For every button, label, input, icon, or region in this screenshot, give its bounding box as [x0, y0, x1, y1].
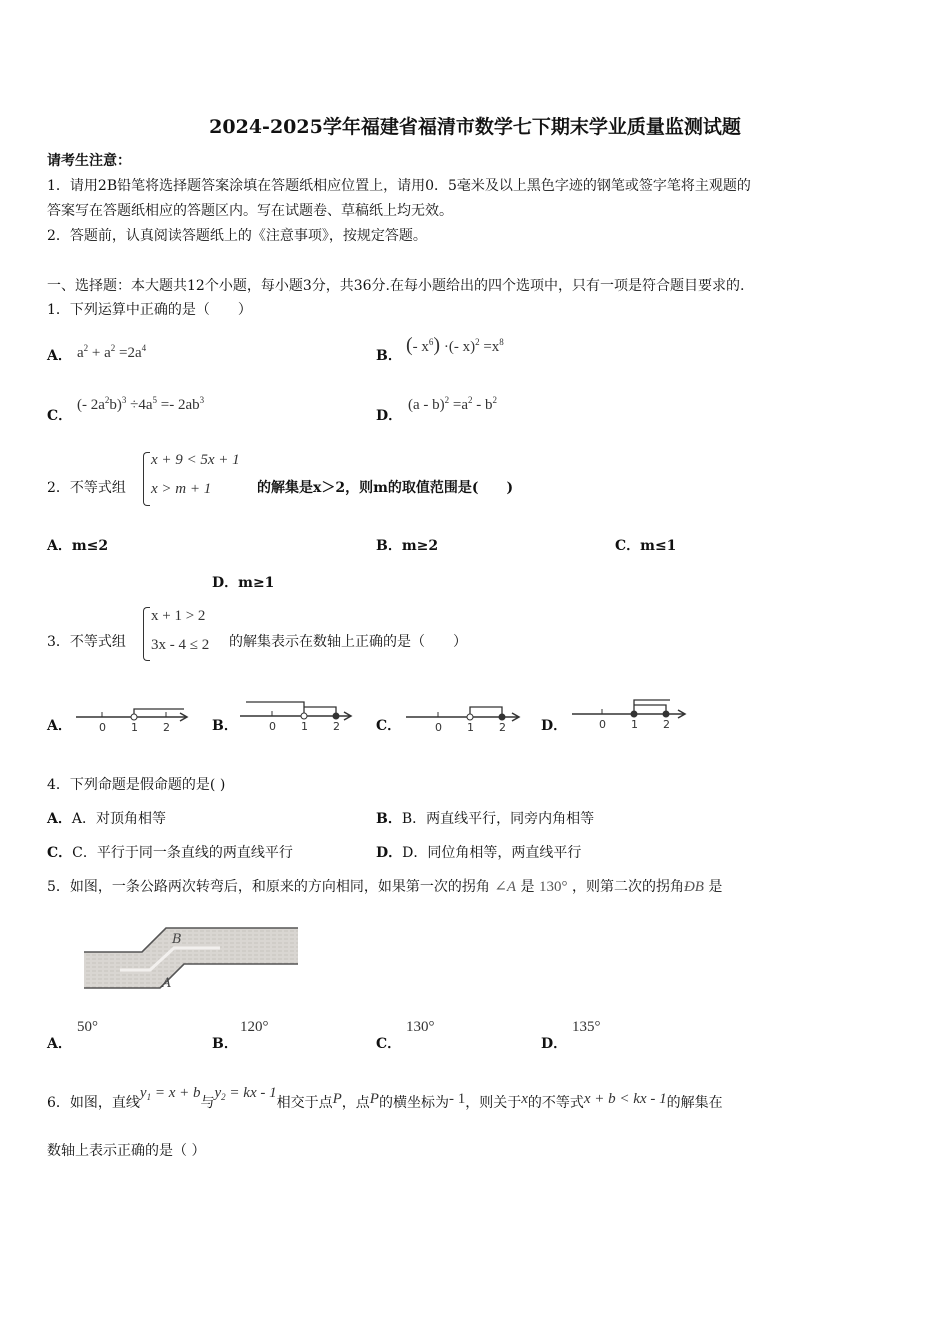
page-title: 2024-2025学年福建省福清市数学七下期末学业质量监测试题	[209, 116, 741, 138]
q3-option-a-numberline	[74, 700, 194, 736]
q6-text-8: 的解集在	[666, 1095, 723, 1111]
q4-option-d: D．D．同位角相等，两直线平行	[376, 845, 582, 861]
q1-option-d-math: $(a - b)^2 =a^2 - b^2$	[408, 395, 498, 413]
tick-1: 1	[131, 721, 138, 734]
question-3-number: 3．不等式组	[47, 634, 126, 650]
q5-option-d-value: 135°	[572, 1019, 601, 1035]
q5-option-d-label: D．	[541, 1036, 568, 1052]
tick-0: 0	[99, 721, 106, 734]
road-label-a: A	[162, 976, 172, 991]
question-2-number: 2．不等式组	[47, 480, 126, 496]
q5-option-a-value: 50°	[77, 1019, 98, 1035]
q1-option-a-math: $a^2 + a^2 =2a^4$	[77, 343, 147, 361]
q3-option-c-label: C．	[376, 718, 402, 734]
question-1-stem: 1．下列运算中正确的是（ ）	[47, 302, 252, 318]
question-6-line-2: 数轴上表示正确的是（ ）	[47, 1143, 206, 1159]
q1-option-b-label: B．	[376, 348, 402, 364]
q2-option-d: D．m≥1	[212, 575, 275, 591]
q5-option-c-value: 130°	[406, 1019, 435, 1035]
q5-option-c-label: C．	[376, 1036, 402, 1052]
q1-option-c-math: (- $2a^2b)^3 \div 4a^5 =- 2ab^3$	[77, 395, 205, 413]
notice-line-2: 答案写在答题纸相应的答题区内。写在试题卷、草稿纸上均无效。	[47, 203, 453, 219]
q4-option-c: C．C．平行于同一条直线的两直线平行	[47, 845, 293, 861]
q6-point-p: P	[332, 1091, 342, 1107]
tick-1: 1	[631, 718, 638, 731]
q2-system-row-2: x > m + 1	[151, 481, 212, 497]
tick-2: 2	[499, 721, 506, 734]
tick-2: 2	[163, 721, 170, 734]
question-2-tail: 的解集是x＞2，则m的取值范围是( )	[257, 480, 514, 496]
tick-1: 1	[467, 721, 474, 734]
q3-option-b-numberline	[238, 696, 358, 736]
q5-angle-a: ∠A	[494, 879, 517, 895]
q4-option-b: B．B．两直线平行，同旁内角相等	[376, 811, 595, 827]
tick-0: 0	[599, 718, 606, 731]
q5-stem-part-a: 5．如图，一条公路两次转弯后，和原来的方向相同，如果第一次的拐角	[47, 879, 490, 895]
q6-text-1: 6．如图，直线	[47, 1095, 140, 1111]
q3-option-b-label: B．	[212, 718, 238, 734]
notice-heading: 请考生注意：	[47, 153, 131, 169]
q2-option-b: B．m≥2	[376, 538, 439, 554]
tick-0: 0	[435, 721, 442, 734]
q4-option-b-text: B．两直线平行，同旁内角相等	[401, 811, 595, 827]
q6-text-3: 相交于点	[276, 1095, 333, 1111]
q5-option-a-label: A．	[47, 1036, 72, 1052]
q6-inequality: x + b < kx - 1	[583, 1091, 667, 1107]
question-4-stem: 4．下列命题是假命题的是( )	[47, 777, 226, 793]
question-5-stem	[47, 877, 722, 897]
q2-option-a: A．m≤2	[47, 538, 109, 554]
notice-line-3: 2．答题前，认真阅读答题纸上的《注意事项》，按规定答题。	[47, 228, 427, 244]
q1-option-b-math: (- $x^6$) ·(- $x)^2 =x^8$	[406, 334, 504, 356]
q4-option-a: A．A．对顶角相等	[47, 811, 166, 827]
section-heading: 一、选择题：本大题共12个小题，每小题3分，共36分.在每小题给出的四个选项中，只有一项是符合题目要求的.	[47, 278, 745, 294]
q3-option-d-numberline	[570, 694, 692, 734]
road-label-b: B	[172, 932, 182, 947]
notice-line-1: 1．请用2B铅笔将选择题答案涂填在答题纸相应位置上，请用0．5毫米及以上黑色字迹的钢笔或签字笔将主观题的	[47, 178, 751, 194]
q6-x-coordinate: - 1	[448, 1091, 466, 1107]
tick-0: 0	[269, 720, 276, 733]
q5-stem-part-c: ，则第二次的拐角	[571, 879, 684, 895]
q6-text-6: ，则关于	[465, 1095, 522, 1111]
q6-text-4: ，点	[341, 1095, 370, 1111]
q6-text-5: 的横坐标为	[378, 1095, 449, 1111]
q6-variable-x: x	[521, 1091, 528, 1107]
q2-brace	[143, 452, 150, 506]
q4-option-d-text: D．同位角相等，两直线平行	[402, 845, 582, 861]
q6-text-2: 与	[200, 1095, 215, 1111]
q2-option-c: C．m≤1	[615, 538, 677, 554]
q1-option-c-label: C．	[47, 408, 73, 424]
q3-option-c-numberline	[404, 698, 526, 736]
q1-option-a-label: A．	[47, 348, 72, 364]
q6-line-y1: $y_1 = x + b$	[139, 1085, 201, 1102]
q5-stem-part-b: 是	[520, 879, 535, 895]
tick-1: 1	[301, 720, 308, 733]
question-3-tail: 的解集表示在数轴上正确的是（ ）	[229, 634, 467, 650]
q4-option-a-text: A．对顶角相等	[71, 811, 166, 827]
q5-option-b-label: B．	[212, 1036, 238, 1052]
q3-brace	[143, 607, 150, 661]
q5-option-b-value: 120°	[240, 1019, 269, 1035]
q6-text-7: 的不等式	[527, 1095, 584, 1111]
q3-option-a-label: A．	[47, 718, 72, 734]
q5-angle-b: ÐB	[683, 879, 704, 895]
q1-option-d-label: D．	[376, 408, 403, 424]
q6-line-y2: $y_2$ = kx - 1	[214, 1085, 277, 1102]
q6-point-p-2: P	[369, 1091, 379, 1107]
q5-angle-value: 130°	[539, 879, 568, 895]
q5-stem-part-d: 是	[708, 879, 723, 895]
q2-system-row-1: x + 9 < 5x + 1	[151, 452, 240, 468]
q3-option-d-label: D．	[541, 718, 568, 734]
q3-system-row-1: x + 1 > 2	[151, 608, 206, 624]
q3-system-row-2: 3x - 4 ≤ 2	[151, 637, 210, 653]
tick-2: 2	[663, 718, 670, 731]
q5-road-figure	[80, 918, 302, 1000]
question-6-stem	[47, 1085, 723, 1117]
q4-option-c-text: C．平行于同一条直线的两直线平行	[72, 845, 293, 861]
tick-2: 2	[333, 720, 340, 733]
